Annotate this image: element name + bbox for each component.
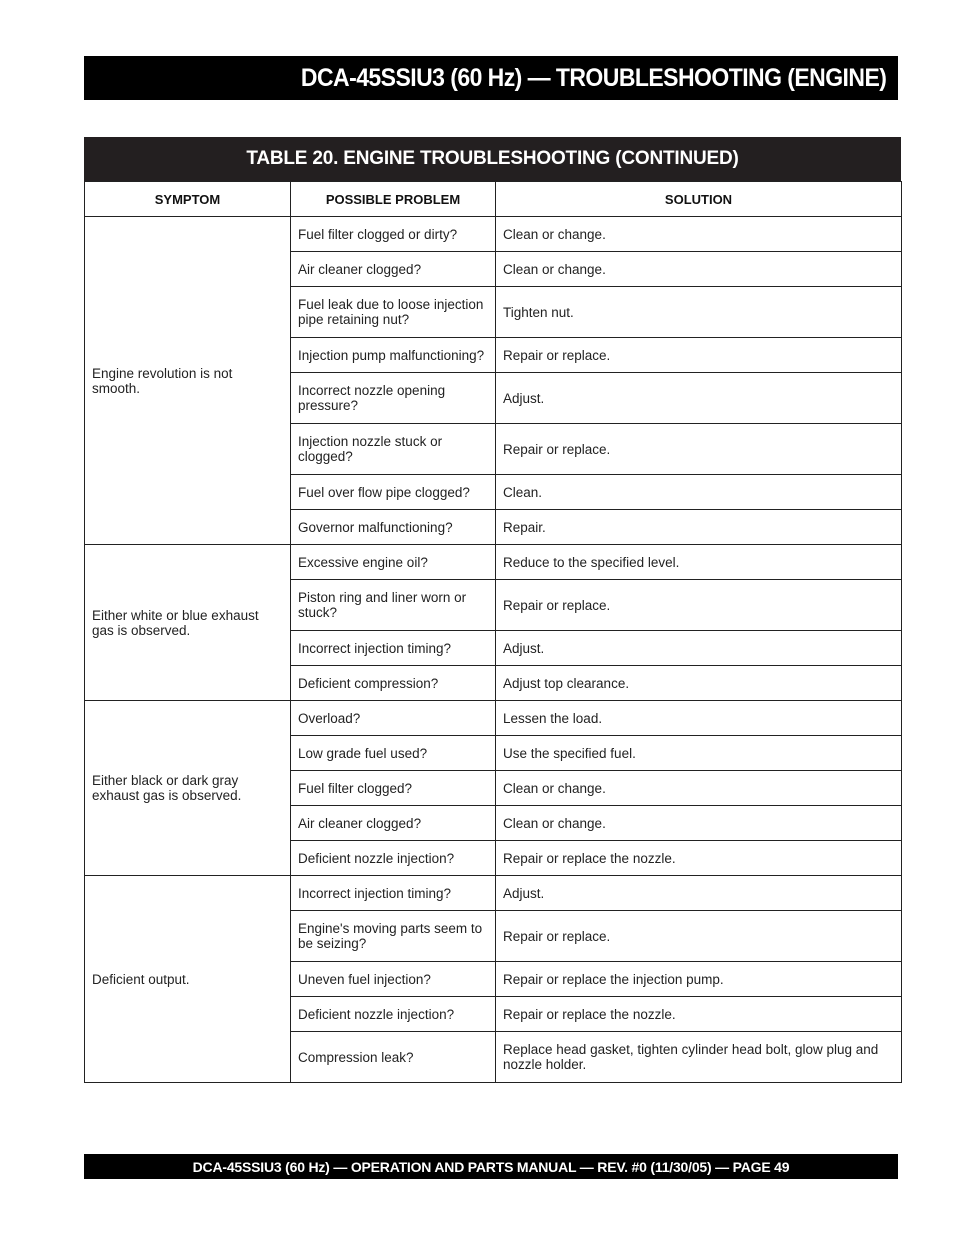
problem-cell: Overload? [291,701,496,736]
solution-cell: Clean or change. [496,217,902,252]
column-header-symptom: SYMPTOM [85,182,291,217]
problem-cell: Low grade fuel used? [291,736,496,771]
problem-cell: Fuel filter clogged? [291,771,496,806]
page-footer: DCA-45SSIU3 (60 Hz) — OPERATION AND PARTS MANUAL — REV. #0 (11/30/05) — PAGE 49 [84,1154,898,1179]
solution-cell: Reduce to the specified level. [496,545,902,580]
solution-cell: Repair or replace the nozzle. [496,997,902,1032]
problem-cell: Deficient nozzle injection? [291,997,496,1032]
problem-cell: Governor malfunctioning? [291,510,496,545]
solution-cell: Adjust. [496,373,902,424]
solution-cell: Tighten nut. [496,287,902,338]
page-header [84,56,898,100]
troubleshooting-table [84,181,902,1083]
column-header-possible-problem: POSSIBLE PROBLEM [291,182,496,217]
table-row [85,545,902,580]
solution-cell: Repair or replace. [496,580,902,631]
symptom-cell: Engine revolution is not smooth. [85,217,291,545]
problem-cell: Fuel leak due to loose injection pipe retaining nut? [291,287,496,338]
problem-cell: Incorrect nozzle opening pressure? [291,373,496,424]
solution-cell: Clean. [496,475,902,510]
solution-cell: Repair or replace. [496,424,902,475]
problem-cell: Deficient nozzle injection? [291,841,496,876]
page-title: DCA-45SSIU3 (60 Hz) — TROUBLESHOOTING (ENGINE) [300,63,886,92]
problem-cell: Incorrect injection timing? [291,631,496,666]
problem-cell: Incorrect injection timing? [291,876,496,911]
solution-cell: Repair or replace the injection pump. [496,962,902,997]
symptom-cell: Either white or blue exhaust gas is observed. [85,545,291,701]
problem-cell: Air cleaner clogged? [291,252,496,287]
problem-cell: Compression leak? [291,1032,496,1083]
problem-cell: Fuel filter clogged or dirty? [291,217,496,252]
solution-cell: Clean or change. [496,771,902,806]
problem-cell: Excessive engine oil? [291,545,496,580]
problem-cell: Piston ring and liner worn or stuck? [291,580,496,631]
solution-cell: Repair or replace the nozzle. [496,841,902,876]
table-header-row [85,182,902,217]
solution-cell: Lessen the load. [496,701,902,736]
solution-cell: Repair or replace. [496,911,902,962]
symptom-cell: Deficient output. [85,876,291,1083]
solution-cell: Clean or change. [496,252,902,287]
solution-cell: Use the specified fuel. [496,736,902,771]
problem-cell: Injection pump malfunctioning? [291,338,496,373]
solution-cell: Adjust. [496,631,902,666]
solution-cell: Clean or change. [496,806,902,841]
solution-cell: Replace head gasket, tighten cylinder head bolt, glow plug and nozzle holder. [496,1032,902,1083]
table-row [85,217,902,252]
solution-cell: Adjust. [496,876,902,911]
problem-cell: Injection nozzle stuck or clogged? [291,424,496,475]
table-title: TABLE 20. ENGINE TROUBLESHOOTING (CONTINUED) [84,137,901,181]
problem-cell: Deficient compression? [291,666,496,701]
problem-cell: Fuel over flow pipe clogged? [291,475,496,510]
problem-cell: Engine's moving parts seem to be seizing? [291,911,496,962]
problem-cell: Uneven fuel injection? [291,962,496,997]
table-row [85,701,902,736]
solution-cell: Adjust top clearance. [496,666,902,701]
solution-cell: Repair or replace. [496,338,902,373]
table-row [85,876,902,911]
solution-cell: Repair. [496,510,902,545]
symptom-cell: Either black or dark gray exhaust gas is observed. [85,701,291,876]
column-header-solution: SOLUTION [496,182,902,217]
problem-cell: Air cleaner clogged? [291,806,496,841]
